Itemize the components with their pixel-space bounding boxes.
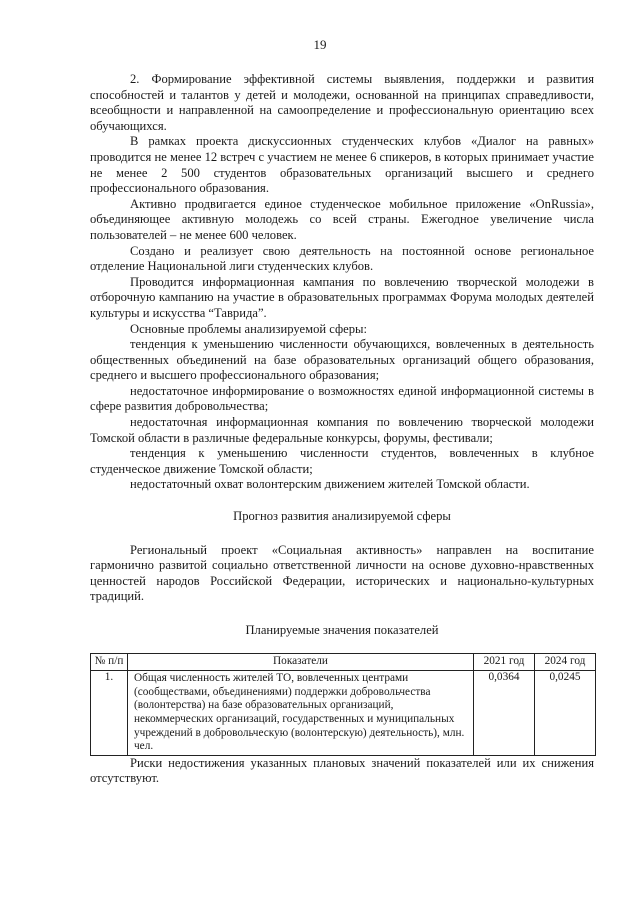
value-2021: 0,0364	[474, 671, 535, 756]
indicator-name: Общая численность жителей ТО, вовлеченных центрами (сообществами, объединениями) поддержки добровольчества (волонтерства) на базе образовательных организаций, некоммерческих организаций, государственных и муниципальных учреждений в добровольческую (волонтерскую) деятельность), млн. чел.	[128, 671, 474, 756]
indicators-table	[90, 653, 596, 756]
problem-item: тенденция к уменьшению численности студентов, вовлеченных в клубное студенческое движение Томской области;	[90, 446, 594, 476]
problem-item: тенденция к уменьшению численности обучающихся, вовлеченных в деятельность общественных объединений на базе образовательных организаций общего образования, среднего и высшего профессионального образования;	[90, 337, 594, 383]
column-header-name: Показатели	[128, 653, 474, 671]
paragraph: 2. Формирование эффективной системы выявления, поддержки и развития способностей и талантов у детей и молодежи, основанной на принципах справедливости, всеобщности и направленной на самоопределение и профессиональную ориентацию всех обучающихся.	[90, 72, 594, 133]
column-header-2024: 2024 год	[535, 653, 596, 671]
paragraph: В рамках проекта дискуссионных студенческих клубов «Диалог на равных» проводится не менее 12 встреч с участием не менее 6 спикеров, в которых принимает участие не менее 2 500 студентов образовательных организаций высшего и среднего профессионального образования.	[90, 134, 594, 196]
value-2024: 0,0245	[535, 671, 596, 756]
document-body	[90, 72, 594, 787]
page-number: 19	[313, 37, 327, 52]
problem-item: недостаточное информирование о возможностях единой информационной системы в сфере развития добровольчества;	[90, 383, 594, 414]
indicators-heading: Планируемые значения показателей	[245, 623, 439, 637]
paragraph: Создано и реализует свою деятельность на постоянной основе региональное отделение Национальной лиги студенческих клубов.	[90, 243, 594, 274]
problem-item: недостаточный охват волонтерским движением жителей Томской области.	[130, 477, 530, 492]
problem-item: недостаточная информационная компания по вовлечению творческой молодежи Томской области в различные федеральные конкурсы, форумы, фестивали;	[90, 415, 594, 445]
table-row	[91, 671, 596, 756]
forecast-paragraph: Региональный проект «Социальная активность» направлен на воспитание гармонично развитой социально ответственной личности на основе духовно-нравственных ценностей народов Российской Федерации, исторических и национально-культурных традиций.	[90, 542, 594, 604]
column-header-num: № п/п	[91, 653, 128, 671]
paragraph: Проводится информационная кампания по вовлечению творческой молодежи в отборочную кампанию на участие в образовательных программах Форума молодых деятелей культуры и искусства “Таврида”.	[90, 274, 594, 320]
paragraph: Основные проблемы анализируемой сферы:	[130, 321, 368, 336]
forecast-heading: Прогноз развития анализируемой сферы	[233, 509, 451, 524]
paragraph: Активно продвигается единое студенческое мобильное приложение «OnRussia», объединяющее активную молодежь со всей страны. Ежегодное увеличение числа пользователей – не менее 600 человек.	[90, 196, 594, 242]
row-number: 1.	[91, 671, 128, 756]
table-header-row	[91, 653, 596, 671]
column-header-2021: 2021 год	[474, 653, 535, 671]
risks-paragraph: Риски недостижения указанных плановых значений показателей или их снижения отсутствуют.	[90, 755, 594, 786]
